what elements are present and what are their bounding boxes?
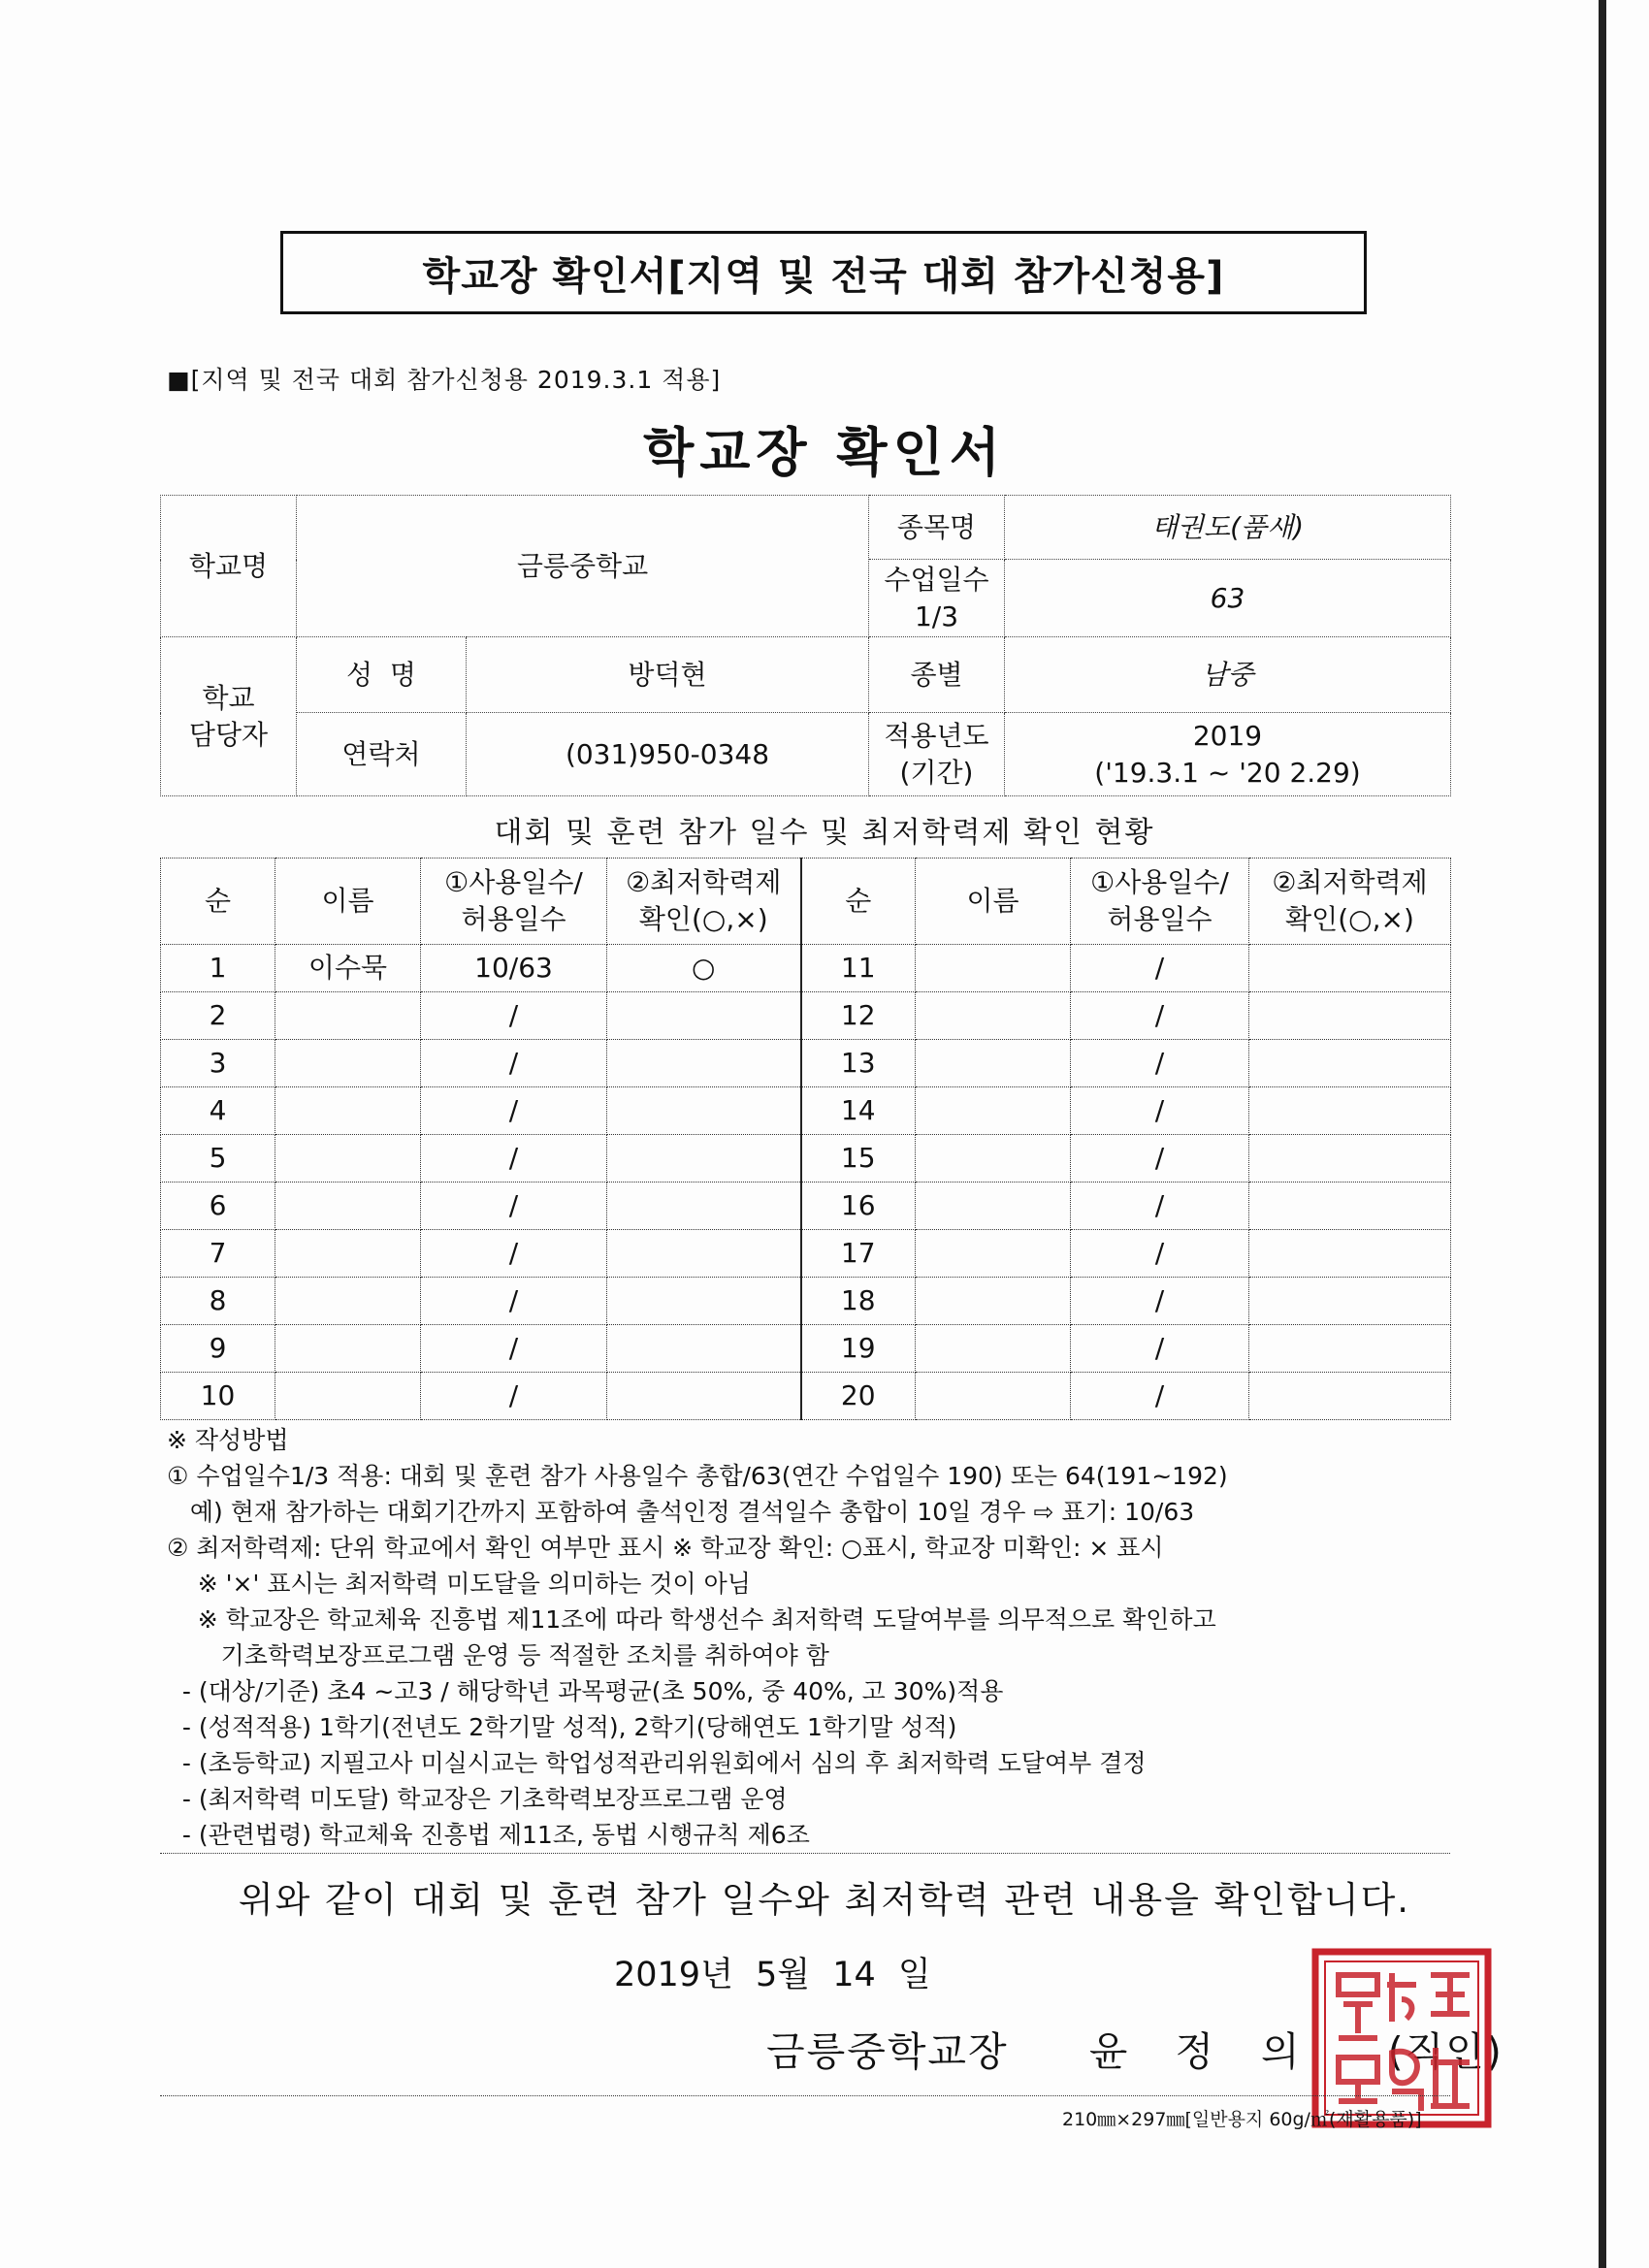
row-days-cell: / [1071, 992, 1249, 1040]
row-number-cell: 15 [801, 1135, 916, 1183]
year-value [1005, 713, 1451, 796]
date [614, 1948, 931, 1996]
row-number-cell: 19 [801, 1325, 916, 1373]
row-check-cell [1249, 1087, 1451, 1135]
days-label-line2: 1/3 [914, 599, 959, 632]
row-days-cell: / [421, 1040, 607, 1087]
notes-section [167, 1422, 1486, 1853]
date-day: 14 일 [832, 1956, 931, 1994]
row-number-cell: 3 [161, 1040, 275, 1087]
row-number-cell: 14 [801, 1087, 916, 1135]
note-line: ※ 작성방법 [167, 1426, 289, 1454]
note-line: 기초학력보장프로그램 운영 등 적절한 조치를 취하여야 함 [167, 1641, 829, 1669]
header-check-line2: 확인(○,×) [638, 903, 768, 935]
row-check-cell [1249, 1183, 1451, 1230]
table-row [161, 1087, 1451, 1135]
row-check-cell [607, 1040, 801, 1087]
header-check [1249, 859, 1451, 945]
section-title: 대회 및 훈련 참가 일수 및 최저학력제 확인 현황 [494, 816, 1155, 850]
row-check-cell [1249, 1373, 1451, 1420]
row-name-cell [916, 1373, 1071, 1420]
row-check-cell [607, 1135, 801, 1183]
header-name: 이름 [275, 859, 421, 945]
contact-value: (031)950-0348 [467, 713, 869, 796]
table-row [161, 1278, 1451, 1325]
row-name-cell [916, 1183, 1071, 1230]
header-days-line2: 허용일수 [461, 903, 566, 935]
row-check-cell [607, 992, 801, 1040]
header-days-line1: ①사용일수/ [1090, 866, 1229, 899]
row-check-cell [1249, 945, 1451, 992]
row-name-cell [275, 1087, 421, 1135]
gender-label: 종별 [869, 637, 1005, 713]
note-line: 예) 현재 참가하는 대회기간까지 포함하여 출석인정 결석일수 총합이 10일 경우 ⇨ 표기: 10/63 [167, 1498, 1195, 1526]
row-check-cell [1249, 1325, 1451, 1373]
row-check-cell [607, 1278, 801, 1325]
gender-value: 남중 [1005, 637, 1451, 713]
row-name-cell [275, 1278, 421, 1325]
signature-name: 윤 정 의 [1088, 2028, 1317, 2075]
note-line: - (최저학력 미도달) 학교장은 기초학력보장프로그램 운영 [167, 1785, 788, 1813]
row-check-cell [1249, 1230, 1451, 1278]
header-days [421, 859, 607, 945]
table-row [161, 1230, 1451, 1278]
divider [160, 1853, 1450, 1854]
row-name-cell [275, 1230, 421, 1278]
row-number-cell: 17 [801, 1230, 916, 1278]
name-label: 성 명 [297, 637, 467, 713]
header-days-line2: 허용일수 [1107, 903, 1212, 935]
row-number-cell: 11 [801, 945, 916, 992]
row-check-cell [607, 1183, 801, 1230]
row-days-cell: / [421, 1373, 607, 1420]
row-days-cell: / [421, 1230, 607, 1278]
note-line: - (초등학교) 지필고사 미실시교는 학업성적관리위원회에서 심의 후 최저학력 도달여부 결정 [167, 1749, 1147, 1777]
paper-spec: 210㎜×297㎜[일반용지 60g/㎡(재활용품)] [1062, 2109, 1422, 2130]
row-number-cell: 2 [161, 992, 275, 1040]
confirm-text: 위와 같이 대회 및 훈련 참가 일수와 최저학력 관련 내용을 확인합니다. [238, 1879, 1411, 1921]
table-row [161, 1183, 1451, 1230]
days-value: 63 [1005, 560, 1451, 637]
row-check-cell [607, 1087, 801, 1135]
header-check-line1: ②최저학력제 [626, 866, 782, 899]
row-days-cell: / [1071, 1183, 1249, 1230]
year-value-line1: 2019 [1192, 719, 1263, 752]
row-name-cell [916, 1087, 1071, 1135]
row-days-cell: / [421, 1135, 607, 1183]
row-days-cell: / [421, 1183, 607, 1230]
row-check-cell [607, 1373, 801, 1420]
row-check-cell [1249, 992, 1451, 1040]
row-check-cell: ○ [607, 945, 801, 992]
row-number-cell: 18 [801, 1278, 916, 1325]
days-label-line1: 수업일수 [884, 563, 989, 596]
note-line: - (대상/기준) 초4 ~고3 / 해당학년 과목평균(초 50%, 중 40%, 고 30%)적용 [167, 1677, 1004, 1705]
row-name-cell [916, 992, 1071, 1040]
header-box: 학교장 확인서[지역 및 전국 대회 참가신청용] [280, 231, 1367, 314]
table-row [161, 992, 1451, 1040]
header-days-line1: ①사용일수/ [444, 866, 583, 899]
event-label: 종목명 [869, 496, 1005, 560]
event-value: 태권도(품새) [1005, 496, 1451, 560]
row-check-cell [607, 1230, 801, 1278]
row-name-cell [275, 992, 421, 1040]
scan-edge [1599, 0, 1606, 2268]
table-row [161, 1040, 1451, 1087]
row-name-cell [275, 1325, 421, 1373]
row-name-cell [916, 1278, 1071, 1325]
days-label [869, 560, 1005, 637]
date-month: 5월 [756, 1956, 811, 1994]
row-check-cell [607, 1325, 801, 1373]
manager-label [161, 637, 297, 796]
row-name-cell [916, 1325, 1071, 1373]
row-number-cell: 1 [161, 945, 275, 992]
row-name-cell [275, 1183, 421, 1230]
row-days-cell: / [1071, 1087, 1249, 1135]
row-days-cell: / [421, 1325, 607, 1373]
school-value: 금릉중학교 [297, 496, 869, 637]
table-row [161, 1135, 1451, 1183]
subtitle: ■[지역 및 전국 대회 참가신청용 2019.3.1 적용] [167, 366, 722, 394]
row-name-cell [916, 1040, 1071, 1087]
row-name-cell [916, 945, 1071, 992]
row-number-cell: 6 [161, 1183, 275, 1230]
row-days-cell: / [1071, 1325, 1249, 1373]
table-header-row [161, 859, 1451, 945]
seal-label: (직인) [1387, 2028, 1504, 2075]
note-line: ※ 학교장은 학교체육 진흥법 제11조에 따라 학생선수 최저학력 도달여부를 의무적으로 확인하고 [167, 1605, 1216, 1634]
header-days [1071, 859, 1249, 945]
contact-label: 연락처 [297, 713, 467, 796]
row-number-cell: 9 [161, 1325, 275, 1373]
manager-label-line2: 담당자 [188, 718, 269, 751]
table-row [161, 1373, 1451, 1420]
note-line: ※ '×' 표시는 최저학력 미도달을 의미하는 것이 아님 [167, 1570, 751, 1598]
row-number-cell: 5 [161, 1135, 275, 1183]
row-days-cell: / [421, 1278, 607, 1325]
header-name: 이름 [916, 859, 1071, 945]
name-value: 방덕현 [467, 637, 869, 713]
header-check [607, 859, 801, 945]
row-number-cell: 20 [801, 1373, 916, 1420]
table-row [161, 1325, 1451, 1373]
row-days-cell: 10/63 [421, 945, 607, 992]
note-line: - (성적적용) 1학기(전년도 2학기말 성적), 2학기(당해연도 1학기말 성적) [167, 1713, 957, 1741]
row-days-cell: / [421, 992, 607, 1040]
row-name-cell [275, 1135, 421, 1183]
year-value-line2: ('19.3.1 ~ '20 2.29) [1094, 756, 1361, 789]
row-number-cell: 8 [161, 1278, 275, 1325]
year-label [869, 713, 1005, 796]
header-check-line1: ②최저학력제 [1272, 866, 1428, 899]
row-days-cell: / [1071, 1040, 1249, 1087]
school-label: 학교명 [161, 496, 297, 637]
header-seq: 순 [161, 859, 275, 945]
row-number-cell: 4 [161, 1087, 275, 1135]
page-title: 학교장 확인서 [643, 422, 1006, 483]
row-number-cell: 10 [161, 1373, 275, 1420]
note-line: ② 최저학력제: 단위 학교에서 확인 여부만 표시 ※ 학교장 확인: ○표시, 학교장 미확인: × 표시 [167, 1534, 1164, 1562]
official-seal-icon [1310, 1946, 1494, 2130]
row-number-cell: 12 [801, 992, 916, 1040]
row-name-cell [916, 1230, 1071, 1278]
info-table [160, 495, 1451, 796]
row-days-cell: / [1071, 1135, 1249, 1183]
year-label-line1: 적용년도 [884, 719, 989, 752]
participation-table [160, 858, 1451, 1420]
row-days-cell: / [1071, 1373, 1249, 1420]
note-line: - (관련법령) 학교체육 진흥법 제11조, 동법 시행규칙 제6조 [167, 1821, 810, 1849]
row-check-cell [1249, 1040, 1451, 1087]
row-days-cell: / [1071, 1278, 1249, 1325]
manager-label-line1: 학교 [202, 681, 255, 714]
row-name-cell [275, 1373, 421, 1420]
row-days-cell: / [1071, 1230, 1249, 1278]
note-line: ① 수업일수1/3 적용: 대회 및 훈련 참가 사용일수 총합/63(연간 수업일수 190) 또는 64(191~192) [167, 1462, 1228, 1490]
year-label-line2: (기간) [899, 756, 974, 789]
row-name-cell [275, 1040, 421, 1087]
row-name-cell [916, 1135, 1071, 1183]
table-row [161, 945, 1451, 992]
divider [160, 2095, 1450, 2096]
row-name-cell: 이수묵 [275, 945, 421, 992]
row-check-cell [1249, 1278, 1451, 1325]
row-check-cell [1249, 1135, 1451, 1183]
row-number-cell: 7 [161, 1230, 275, 1278]
header-check-line2: 확인(○,×) [1285, 903, 1414, 935]
date-year: 2019년 [614, 1956, 733, 1994]
header-seq: 순 [801, 859, 916, 945]
row-number-cell: 13 [801, 1040, 916, 1087]
row-number-cell: 16 [801, 1183, 916, 1230]
signature-title: 금릉중학교장 [766, 2028, 1009, 2075]
row-days-cell: / [421, 1087, 607, 1135]
row-days-cell: / [1071, 945, 1249, 992]
